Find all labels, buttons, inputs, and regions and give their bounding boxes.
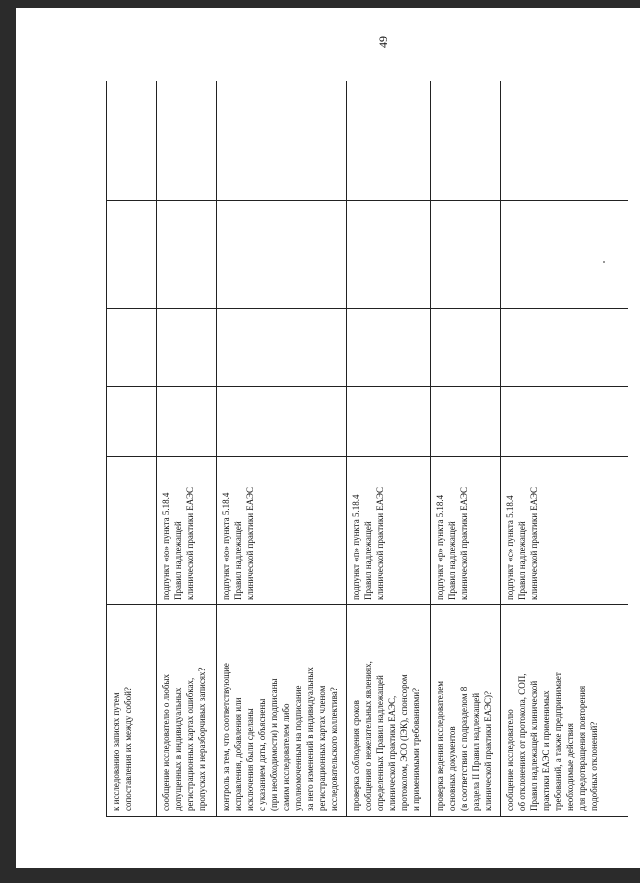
empty-cell [347,201,431,309]
empty-cell [501,201,629,309]
empty-cell [107,387,157,457]
empty-cell [107,201,157,309]
empty-cell [217,387,347,457]
table-row [501,81,629,817]
empty-cell [431,81,501,201]
question-cell: проверка ведения исследователем основных документов (в соответствии с подразделом 8 раздела II Правил надлежащей клинической практики ЕАЭС)? [431,605,501,817]
rotated-table-area [106,81,628,817]
empty-cell [157,309,217,387]
empty-cell [347,387,431,457]
empty-cell [217,81,347,201]
reference-cell [107,457,157,605]
question-cell: к исследованию записях путем сопоставления их между собой? [107,605,157,817]
empty-cell [501,387,629,457]
checklist-table [106,81,628,817]
question-cell: сообщение исследователю об отклонениях от протокола, СОП, Правил надлежащей клинической практики ЕАЭС и применимых требований, а также предпринимает необходимые действия для предотвращения повторения подобных отклонений? [501,605,629,817]
empty-cell [107,309,157,387]
table-content [106,81,628,817]
question-cell: сообщение исследователю о любых допущенных в индивидуальных регистрационных картах ошибках, пропусках и неразборчивых записях? [157,605,217,817]
empty-cell [217,201,347,309]
empty-cell [431,309,501,387]
empty-cell [347,81,431,201]
table-row [107,81,157,817]
table-row [431,81,501,817]
table-row [157,81,217,817]
reference-cell: подпункт «р» пункта 5.18.4 Правил надлежащей клинической практики ЕАЭС [431,457,501,605]
empty-cell [431,387,501,457]
empty-cell [157,387,217,457]
empty-cell [431,201,501,309]
empty-cell [501,81,629,201]
empty-cell [217,309,347,387]
empty-cell [501,309,629,387]
question-cell: проверка соблюдения сроков сообщения о нежелательных явлениях, определенных Правил надлежащей клинической практики ЕАЭС, протоколом, ЭСО (IЭК), спонсором и применимыми требованиями? [347,605,431,817]
table-row [347,81,431,817]
reference-cell: подпункт «п» пункта 5.18.4 Правил надлежащей клинической практики ЕАЭС [347,457,431,605]
question-cell: контроль за тем, что соответствующие исправления, добавления или исключения были сделаны с указанием даты, объяснены (при необходимости) и подписаны самим исследователем либо уполномоченным на подписание за него изменений в индивидуальных регистрационных картах членом исследовательского коллектива? [217,605,347,817]
page-number: 49 [376,36,390,48]
reference-cell: подпункт «ю» пункта 5.18.4 Правил надлежащей клинической практики ЕАЭС [217,457,347,605]
document-page [16,8,640,868]
reference-cell: подпункт «с» пункта 5.18.4 Правил надлежащей клинической практики ЕАЭС [501,457,629,605]
empty-cell [347,309,431,387]
reference-cell: подпункт «ю» пункта 5.18.4 Правил надлежащей клинической практики ЕАЭС [157,457,217,605]
empty-cell [157,81,217,201]
table-row [217,81,347,817]
empty-cell [157,201,217,309]
empty-cell [107,81,157,201]
